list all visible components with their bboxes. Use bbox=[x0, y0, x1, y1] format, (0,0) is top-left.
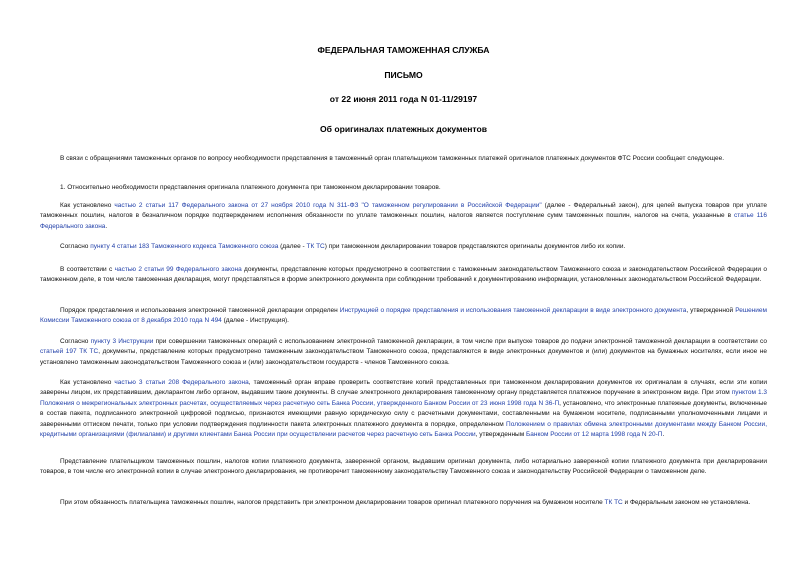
paragraph-text: (далее - bbox=[278, 243, 307, 250]
doc-type-title: ПИСЬМО bbox=[384, 70, 423, 80]
paragraph-text: , установлено, что электронные платежные документы, включенные в состав пакета, подписанного электронной цифровой подписью, признаются имеющими равную юридическую силу с расчетными документами, составленными на бумажном носителе, подписанными уполномоченными лицами и заверенными оттиском печати, только при условии подтверждения подлинности пакета электронных платежного документа в порядке, определенном bbox=[40, 399, 767, 428]
paragraph-text: При этом обязанность плательщика таможенных пошлин, налогов представить при электронном декларировании товаров оригинал платежного поручения на бумажном носителе bbox=[60, 499, 605, 506]
legal-reference-link[interactable]: статьей 197 ТК ТС bbox=[40, 348, 99, 356]
legal-reference-link[interactable]: Инструкцией о порядке представления и использования таможенной декларации в виде электронного документа bbox=[339, 307, 687, 314]
paragraph-text: В соответствии с bbox=[60, 266, 115, 273]
paragraph-text: , таможенный орган вправе проверить соответствие копий представленных при таможенном декларировании документов их оригиналам в случаях, если эти копии заверены лицом, их представившим, декларантом либо органом, выдавшим такие документы. В случае электронного декларирования таможенному органу представляется платежное поручение в электронном виде. При этом bbox=[40, 379, 767, 397]
paragraph-text: документы, представление которых предусмотрено в соответствии с таможенным законодательством Таможенного союза и законодательством Российской Федерации о таможенном деле, в том числе таможенная декларация, могут представляться в форме электронного документа при соблюдении требований к документированию информации, установленных законодательством Российской Федерации. bbox=[40, 266, 767, 284]
date-number-title: от 22 июня 2011 года N 01-11/29197 bbox=[329, 94, 478, 104]
legal-reference-link[interactable]: Положением о правилах обмена электронными документами между Банком России, кредитными организациями (филиалами) и другими клиентами Банка России при осуществлении расчетов через расчетную сеть Банка России bbox=[40, 420, 767, 439]
paragraph-intro bbox=[40, 154, 767, 164]
paragraph-copy-submission bbox=[40, 457, 767, 478]
paragraph-text: Согласно bbox=[60, 243, 91, 250]
paragraph-art183 bbox=[40, 242, 767, 252]
legal-reference-link[interactable]: статье 116 Федерального закона bbox=[40, 212, 767, 230]
paragraph-instruction-p3 bbox=[40, 337, 767, 368]
legal-reference-link[interactable]: ТК ТС bbox=[604, 499, 623, 506]
paragraph-text: , утвержденной bbox=[686, 307, 736, 314]
paragraph-text: при совершении таможенных операций с использованием электронной таможенной декларации, в том числе при выпуске товаров до подачи электронной таможенной декларации в соответствии со bbox=[153, 338, 767, 345]
legal-reference-link[interactable]: Банком России от 12 марта 1998 года N 20-П bbox=[526, 431, 663, 439]
paragraph-text: Порядок представления и использования электронной таможенной декларации определен bbox=[60, 307, 340, 314]
paragraph-obligation bbox=[40, 498, 767, 508]
paragraph-text: Как установлено bbox=[60, 379, 115, 386]
paragraph-text: Представление плательщиком таможенных пошлин, налогов копии платежного документа, заверенной органом, выдавшим оригинал документа, либо нотариально заверенной копии платежного документа при декларировании товаров, в том числе его электронной копии в случае электронного декларирования, не противоречит таможенному законодательству Таможенного союза и законодательству Российской Федерации о таможенном деле. bbox=[40, 458, 767, 476]
paragraph-text: . bbox=[105, 222, 108, 230]
legal-reference-link[interactable]: частью 3 статьи 208 Федерального закона bbox=[114, 379, 249, 386]
paragraph-text: В связи с обращениями таможенных органов по вопросу необходимости представления в таможенный орган плательщиком таможенных платежей оригиналов платежных документов ФТС России сообщает следующее. bbox=[60, 155, 725, 162]
paragraph-instruction bbox=[40, 306, 767, 327]
paragraph-text: Согласно bbox=[60, 338, 91, 345]
paragraph-text: (далее - Федеральный закон), для целей выпуска товаров при уплате таможенных пошлин, налогов в безналичном порядке подтверждением исполнения обязанности по уплате таможенных пошлин, налогов является поступление сумм таможенных пошлин, налогов на счета, указанные в bbox=[40, 202, 767, 220]
legal-reference-link[interactable]: частью 2 статьи 117 Федерального закона от 27 ноября 2010 года N 311-ФЗ "О таможенном регулировании в Российской Федерации" bbox=[114, 202, 542, 209]
paragraph-art99 bbox=[40, 265, 767, 286]
paragraph-text: (далее - Инструкция). bbox=[221, 317, 289, 325]
legal-reference-link[interactable]: частью 2 статьи 99 Федерального закона bbox=[114, 266, 242, 273]
legal-reference-link[interactable]: Решением Комиссии Таможенного союза от 8 декабря 2010 года N 494 bbox=[40, 307, 767, 325]
paragraph-text: ) при таможенном декларировании товаров представляются оригиналы документов либо их копии. bbox=[324, 243, 626, 250]
paragraph-text: Как установлено bbox=[60, 202, 115, 209]
paragraph-text: , документы, представление которых предусмотрено таможенным законодательством Таможенного союза, представляются в виде электронных документов и (или) документов на бумажных носителях, если иное не установлено таможенным законодательством Таможенного союза и (или) законодательством государств - членов Таможенного союза. bbox=[40, 348, 767, 366]
legal-reference-link[interactable]: ТК ТС bbox=[306, 243, 325, 250]
subject-title: Об оригиналах платежных документов bbox=[319, 124, 488, 134]
paragraph-item-1 bbox=[40, 183, 767, 193]
legal-reference-link[interactable]: пункту 3 Инструкции bbox=[90, 338, 154, 345]
paragraph-text: 1. Относительно необходимости представления оригинала платежного документа при таможенном декларировании товаров. bbox=[60, 184, 441, 191]
legal-reference-link[interactable]: пунктом 1.3 Положения о межрегиональных электронных расчетах, осуществляемых через расчетную сеть Банка России, утвержденного Банком России от 23 июня 1998 года N 36-П bbox=[40, 389, 768, 407]
paragraph-text: . bbox=[662, 431, 665, 439]
paragraph-art117 bbox=[40, 201, 767, 232]
paragraph-art208 bbox=[40, 378, 767, 440]
agency-title: ФЕДЕРАЛЬНАЯ ТАМОЖЕННАЯ СЛУЖБА bbox=[317, 45, 490, 55]
legal-reference-link[interactable]: пункту 4 статьи 183 Таможенного кодекса Таможенного союза bbox=[90, 243, 279, 250]
paragraph-text: , утвержденным bbox=[475, 431, 527, 439]
paragraph-text: и Федеральным законом не установлена. bbox=[622, 499, 751, 506]
